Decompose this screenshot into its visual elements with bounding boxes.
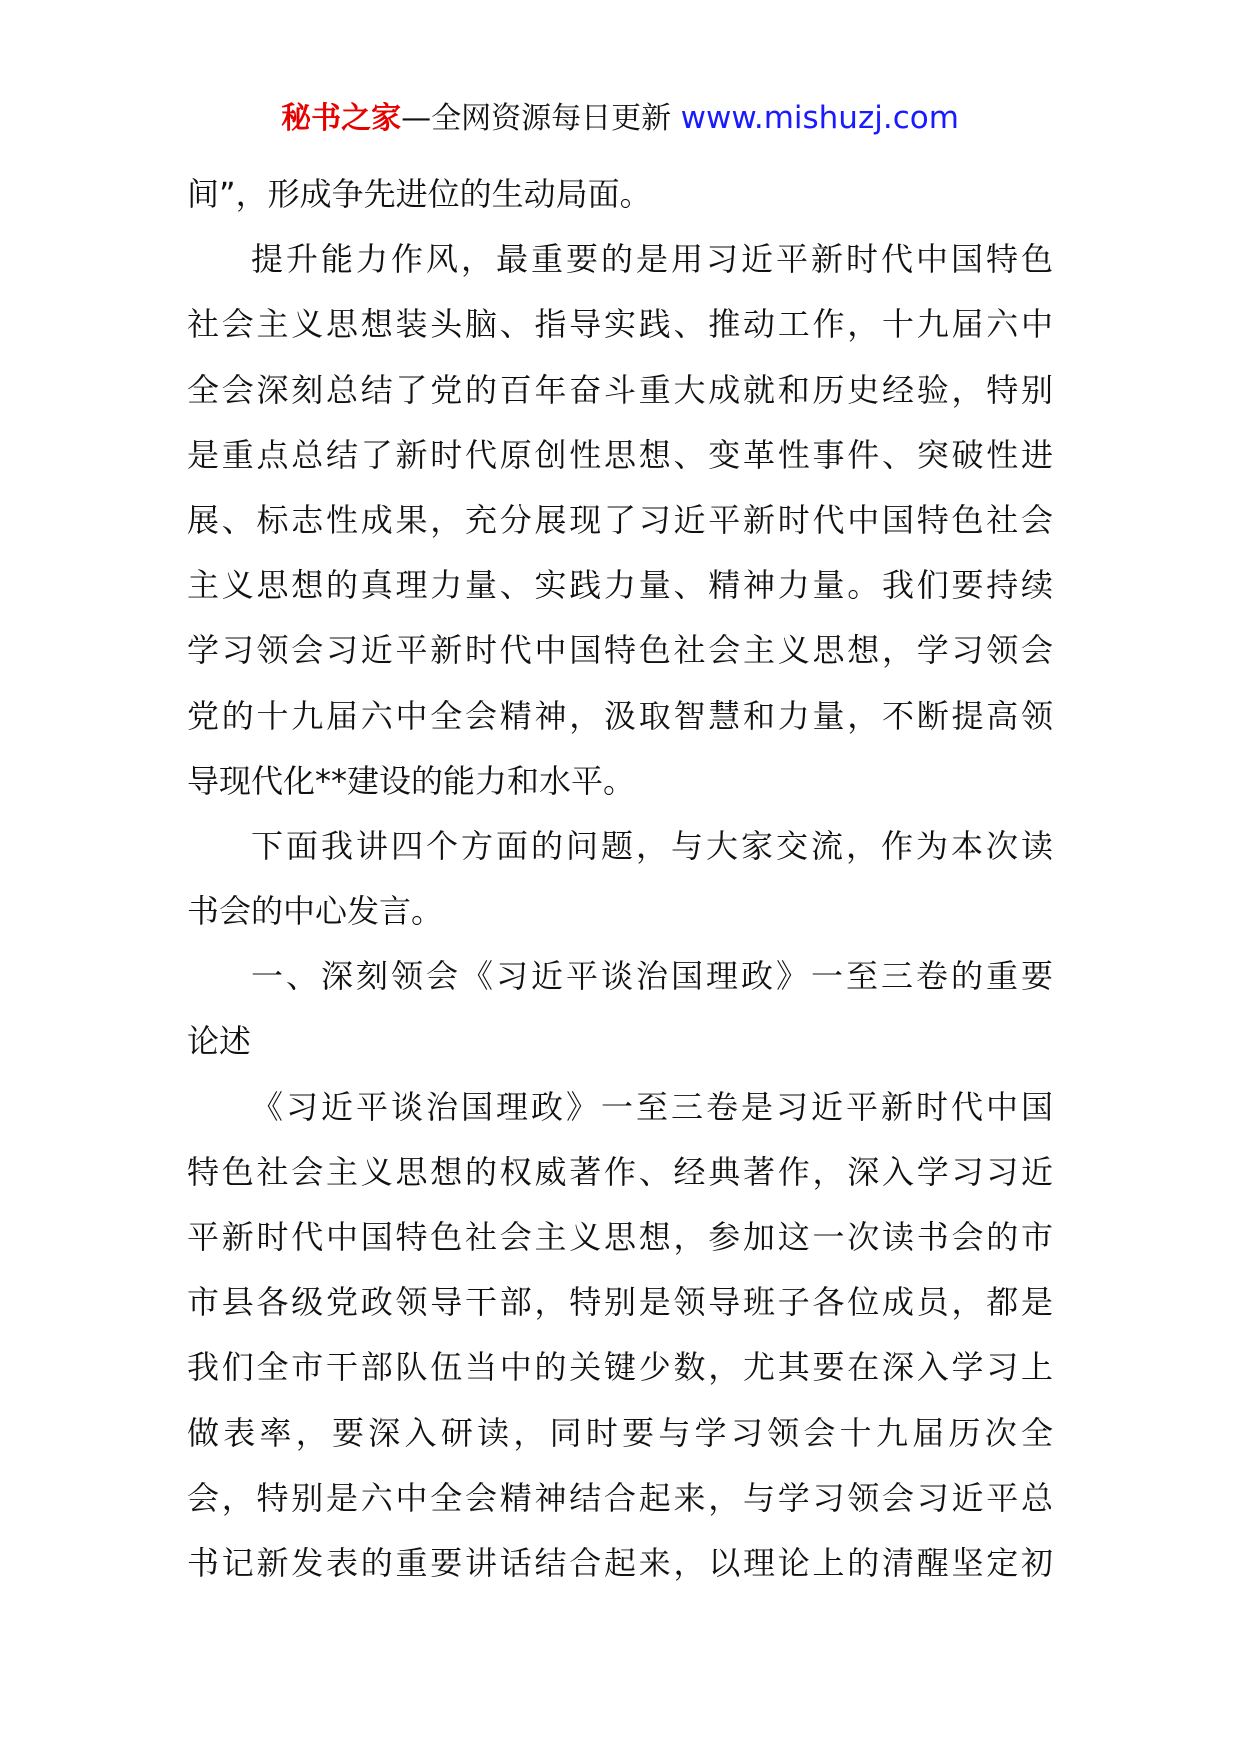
text-line: 是重点总结了新时代原创性思想、变革性事件、突破性进 <box>187 435 1053 474</box>
text-line: 学习领会习近平新时代中国特色社会主义思想，学习领会 <box>187 631 1053 670</box>
text-line: 主义思想的真理力量、实践力量、精神力量。我们要持续 <box>187 566 1053 605</box>
text-line: 提升能力作风，最重要的是用习近平新时代中国特色 <box>251 240 1053 279</box>
section-heading-line: 论述 <box>187 1022 252 1061</box>
text-line: 平新时代中国特色社会主义思想，参加这一次读书会的市 <box>187 1218 1053 1256</box>
document-body <box>187 162 1053 1596</box>
text-line: 导现代化**建设的能力和水平。 <box>187 761 636 800</box>
text-line: 特色社会主义思想的权威著作、经典著作，深入学习习近 <box>187 1152 1053 1191</box>
text-line: 下面我讲四个方面的问题，与大家交流，作为本次读 <box>251 826 1053 865</box>
text-line: 会，特别是六中全会精神结合起来，与学习领会习近平总 <box>187 1478 1053 1517</box>
text-line: 社会主义思想装头脑、指导实践、推动工作，十九届六中 <box>187 305 1053 344</box>
text-line: 我们全市干部队伍当中的关键少数，尤其要在深入学习上 <box>187 1348 1053 1387</box>
text-line: 书会的中心发言。 <box>187 892 444 931</box>
text-line: 党的十九届六中全会精神，汲取智慧和力量，不断提高领 <box>187 696 1053 735</box>
section-heading-line: 一、深刻领会《习近平谈治国理政》一至三卷的重要 <box>251 957 1053 996</box>
text-line: 做表率，要深入研读，同时要与学习领会十九届历次全 <box>187 1413 1053 1452</box>
header-tagline: —全网资源每日更新 <box>401 101 681 136</box>
text-line: 《习近平谈治国理政》一至三卷是习近平新时代中国 <box>251 1087 1053 1126</box>
text-line: 全会深刻总结了党的百年奋斗重大成就和历史经验，特别 <box>187 370 1053 409</box>
text-line: 书记新发表的重要讲话结合起来，以理论上的清醒坚定初 <box>187 1543 1053 1582</box>
watermark-header <box>0 98 1240 139</box>
text-line: 市县各级党政领导干部，特别是领导班子各位成员，都是 <box>187 1283 1053 1322</box>
text-line: 间”，形成争先进位的生动局面。 <box>187 175 652 213</box>
text-line: 展、标志性成果，充分展现了习近平新时代中国特色社会 <box>187 500 1053 539</box>
header-url-link[interactable]: www.mishuzj.com <box>680 100 959 136</box>
header-brand: 秘书之家 <box>281 101 402 136</box>
